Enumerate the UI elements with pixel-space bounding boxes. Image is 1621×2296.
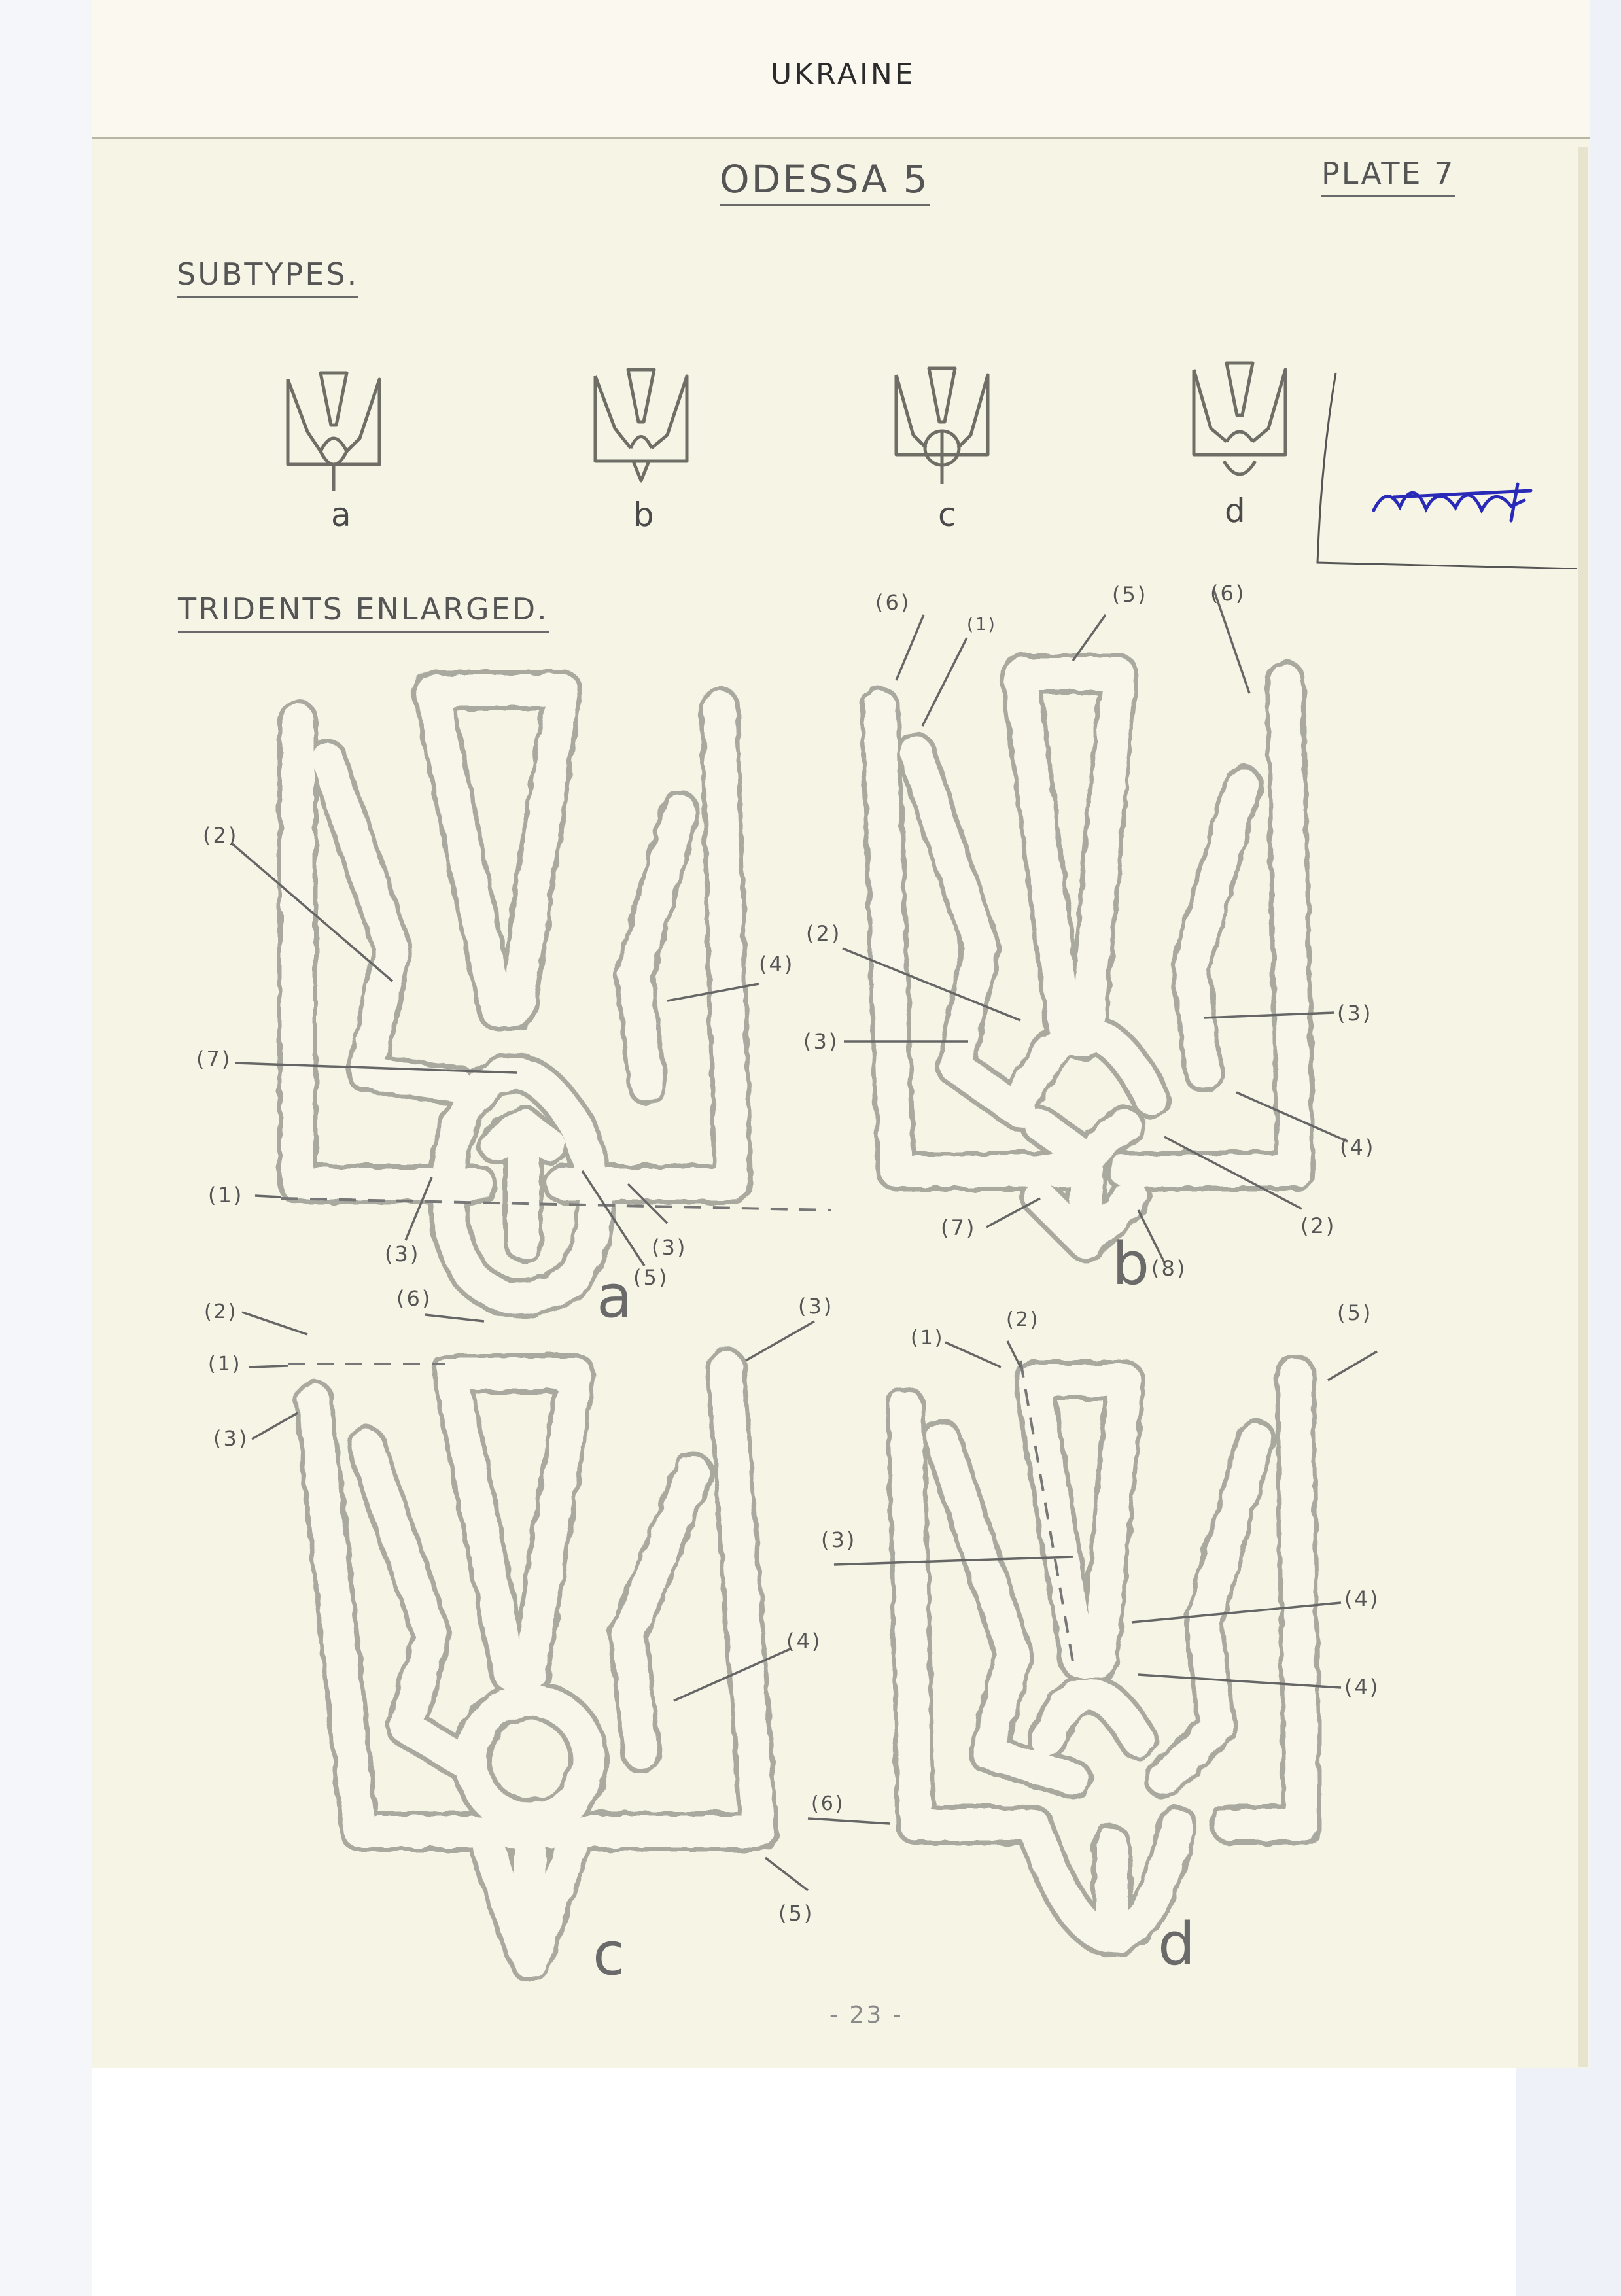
callout-d-4-upper: (4): [1344, 1586, 1380, 1611]
enlarged-label-b: b: [1112, 1230, 1150, 1298]
callout-b-7: (7): [941, 1215, 977, 1240]
callout-a-7: (7): [196, 1047, 232, 1071]
callout-b-1: (1): [967, 615, 997, 635]
subtype-label-d: d: [1225, 492, 1246, 530]
trident-d: [906, 1374, 1302, 1936]
callout-c-3-left: (3): [213, 1426, 249, 1451]
callout-b-6-right: (6): [1210, 581, 1246, 606]
callout-d-2: (2): [1006, 1308, 1040, 1331]
subtype-label-c: c: [938, 496, 956, 534]
callout-b-5: (5): [1112, 582, 1148, 607]
callout-b-2-left: (2): [806, 921, 842, 946]
callout-b-3-left: (3): [803, 1029, 839, 1054]
callout-a-3-left: (3): [385, 1242, 421, 1266]
plate-number: PLATE 7: [1321, 156, 1455, 197]
callout-c-5: (5): [778, 1901, 814, 1926]
callout-b-3-right: (3): [1337, 1001, 1373, 1026]
callout-c-2: (2): [204, 1300, 238, 1323]
country-header: UKRAINE: [771, 58, 916, 91]
trident-c: [314, 1367, 759, 1962]
callout-d-6: (6): [811, 1792, 845, 1815]
callout-a-1: (1): [208, 1183, 244, 1208]
subtype-label-b: b: [633, 496, 654, 534]
page-title: ODESSA 5: [720, 157, 930, 206]
callout-d-1: (1): [911, 1327, 945, 1349]
callout-a-6: (6): [396, 1286, 432, 1311]
enlarged-label-c: c: [593, 1920, 625, 1989]
callout-a-4: (4): [759, 952, 795, 977]
tridents-enlarged-heading: TRIDENTS ENLARGED.: [178, 591, 549, 633]
page-number: - 23 -: [829, 2002, 903, 2028]
subtype-label-a: a: [331, 496, 351, 534]
subtypes-heading: SUBTYPES.: [177, 256, 358, 298]
enlarged-label-a: a: [597, 1262, 633, 1331]
callout-c-1: (1): [208, 1353, 242, 1376]
callout-b-2-right: (2): [1300, 1213, 1336, 1238]
callout-d-4-lower: (4): [1344, 1675, 1380, 1699]
callout-c-4: (4): [786, 1629, 822, 1654]
callout-a-3-right: (3): [652, 1235, 688, 1260]
trident-b: [880, 674, 1295, 1243]
callout-b-4: (4): [1340, 1135, 1376, 1160]
callout-a-5: (5): [633, 1265, 669, 1290]
callout-d-5: (5): [1337, 1300, 1373, 1325]
callout-b-6-left: (6): [875, 590, 911, 615]
callout-d-3: (3): [821, 1527, 857, 1552]
enlarged-label-d: d: [1158, 1910, 1196, 1979]
callout-c-3-right: (3): [798, 1294, 834, 1319]
callout-a-2: (2): [203, 823, 239, 848]
callout-b-8: (8): [1151, 1256, 1187, 1281]
